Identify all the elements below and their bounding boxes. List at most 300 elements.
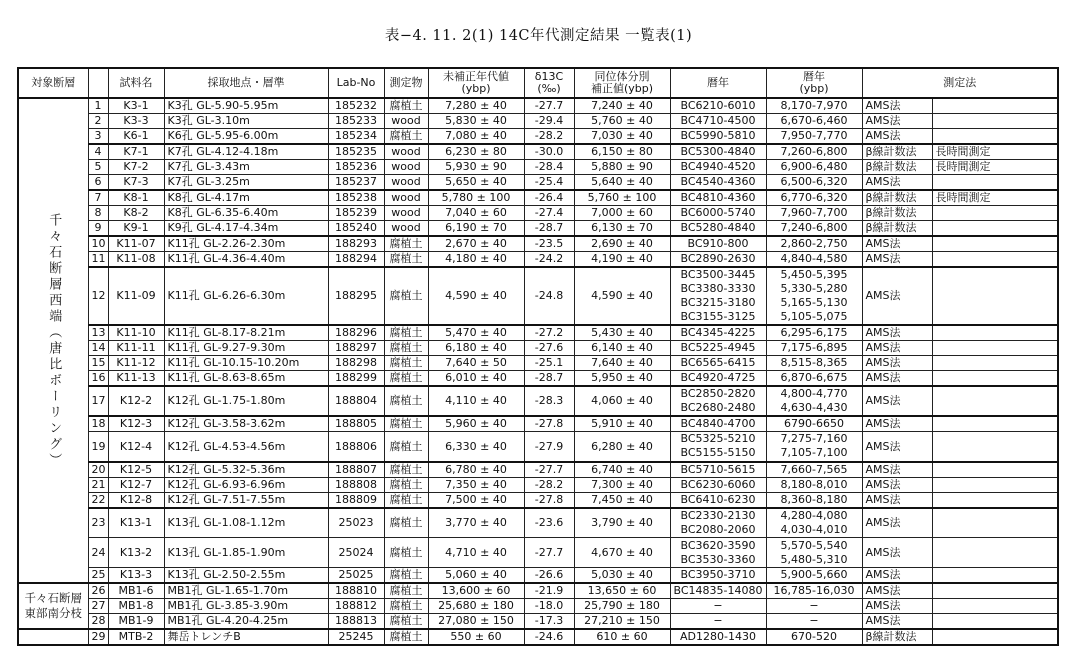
- header-uncorrected-age: 未補正年代値 (ybp): [428, 68, 524, 98]
- calendar-age: [670, 267, 766, 325]
- lab-number: 188804: [328, 386, 384, 416]
- calendar-ybp: [766, 252, 862, 268]
- material: wood: [384, 114, 428, 129]
- material: 腐植土: [384, 356, 428, 371]
- delta13c-value: -21.9: [524, 583, 574, 599]
- corrected-age: 5,910 ± 40: [574, 416, 670, 432]
- calendar-age-line: −: [713, 599, 723, 612]
- calendar-ybp: [766, 341, 862, 356]
- sample-location: K12孔 GL-6.93-6.96m: [164, 477, 328, 492]
- table-row: [18, 599, 1058, 614]
- material: 腐植土: [384, 568, 428, 584]
- calendar-ybp-line: 5,570-5,540: [780, 538, 848, 552]
- calendar-age-line: BC2680-2480: [680, 401, 756, 414]
- calendar-ybp-line: 4,840-4,580: [780, 252, 848, 265]
- calendar-ybp: [766, 221, 862, 237]
- calendar-age: [670, 568, 766, 584]
- uncorrected-age: 5,650 ± 40: [428, 175, 524, 191]
- sample-name: K12-8: [108, 492, 164, 508]
- sample-name: MB1-6: [108, 583, 164, 599]
- sample-location: K12孔 GL-3.58-3.62m: [164, 416, 328, 432]
- corrected-age: 6,130 ± 70: [574, 221, 670, 237]
- row-number: 26: [88, 583, 108, 599]
- row-number: 8: [88, 206, 108, 221]
- uncorrected-age: 5,470 ± 40: [428, 325, 524, 341]
- lab-number: 185239: [328, 206, 384, 221]
- delta13c-value: -27.2: [524, 325, 574, 341]
- calendar-age-line: BC2080-2060: [680, 522, 756, 536]
- sample-location: K11孔 GL-6.26-6.30m: [164, 267, 328, 325]
- sample-name: K13-2: [108, 538, 164, 568]
- calendar-ybp: [766, 462, 862, 478]
- measurement-method: AMS法: [862, 267, 932, 325]
- measurement-method: β線計数法: [862, 190, 932, 206]
- calendar-age-line: BC5300-4840: [680, 145, 756, 158]
- header-location: 採取地点・層準: [164, 68, 328, 98]
- measurement-method: AMS法: [862, 538, 932, 568]
- material: 腐植土: [384, 236, 428, 252]
- calendar-age: [670, 432, 766, 462]
- lab-number: 188808: [328, 477, 384, 492]
- measurement-method: β線計数法: [862, 160, 932, 175]
- calendar-ybp: [766, 416, 862, 432]
- uncorrected-age: 5,780 ± 100: [428, 190, 524, 206]
- uncorrected-age: 5,960 ± 40: [428, 416, 524, 432]
- calendar-ybp: [766, 236, 862, 252]
- header-calendar: 暦年: [670, 68, 766, 98]
- calendar-age-line: BC2330-2130: [680, 508, 756, 522]
- measurement-method: AMS法: [862, 614, 932, 630]
- sample-location: K11孔 GL-8.63-8.65m: [164, 371, 328, 387]
- row-number: 21: [88, 477, 108, 492]
- sample-location: K9孔 GL-4.17-4.34m: [164, 221, 328, 237]
- header-sample-name: 試料名: [108, 68, 164, 98]
- calendar-age: [670, 492, 766, 508]
- uncorrected-age: 25,680 ± 180: [428, 599, 524, 614]
- delta13c-value: -25.1: [524, 356, 574, 371]
- header-calendar-ybp: 暦年 (ybp): [766, 68, 862, 98]
- delta13c-value: -28.7: [524, 371, 574, 387]
- calendar-age-line: BC5990-5810: [680, 129, 756, 142]
- calendar-age: [670, 462, 766, 478]
- calendar-ybp: [766, 206, 862, 221]
- row-number: 11: [88, 252, 108, 268]
- material: 腐植土: [384, 599, 428, 614]
- calendar-ybp: [766, 175, 862, 191]
- material: 腐植土: [384, 629, 428, 645]
- calendar-ybp: [766, 356, 862, 371]
- sample-name: MB1-9: [108, 614, 164, 630]
- uncorrected-age: 7,280 ± 40: [428, 98, 524, 114]
- measurement-method: AMS法: [862, 98, 932, 114]
- delta13c-value: -27.8: [524, 492, 574, 508]
- measurement-method: β線計数法: [862, 206, 932, 221]
- measurement-note: [932, 129, 1058, 145]
- measurement-method: AMS法: [862, 129, 932, 145]
- row-number: 3: [88, 129, 108, 145]
- uncorrected-age: 7,350 ± 40: [428, 477, 524, 492]
- calendar-age: [670, 190, 766, 206]
- uncorrected-age: 5,060 ± 40: [428, 568, 524, 584]
- row-number: 6: [88, 175, 108, 191]
- calendar-ybp-line: 8,180-8,010: [780, 477, 848, 491]
- measurement-method: AMS法: [862, 477, 932, 492]
- calendar-ybp: [766, 599, 862, 614]
- sample-name: K9-1: [108, 221, 164, 237]
- lab-number: 188809: [328, 492, 384, 508]
- calendar-age: [670, 477, 766, 492]
- header-target-fault: 対象断層: [18, 68, 88, 98]
- delta13c-value: -27.7: [524, 98, 574, 114]
- material: 腐植土: [384, 508, 428, 538]
- table-row: [18, 371, 1058, 387]
- lab-number: 188813: [328, 614, 384, 630]
- corrected-age: 7,030 ± 40: [574, 129, 670, 145]
- measurement-method: AMS法: [862, 432, 932, 462]
- uncorrected-age: 4,180 ± 40: [428, 252, 524, 268]
- calendar-age-line: BC5710-5615: [680, 462, 756, 476]
- row-number: 23: [88, 508, 108, 538]
- calendar-age: [670, 583, 766, 599]
- measurement-method: AMS法: [862, 252, 932, 268]
- lab-number: 185240: [328, 221, 384, 237]
- sample-name: MTB-2: [108, 629, 164, 645]
- radiocarbon-results-table: [17, 67, 1059, 646]
- delta13c-value: -17.3: [524, 614, 574, 630]
- sample-name: K3-3: [108, 114, 164, 129]
- delta13c-value: -27.4: [524, 206, 574, 221]
- uncorrected-age: 6,190 ± 70: [428, 221, 524, 237]
- lab-number: 25025: [328, 568, 384, 584]
- uncorrected-age: 7,640 ± 50: [428, 356, 524, 371]
- calendar-ybp-line: 7,660-7,565: [780, 462, 848, 476]
- lab-number: 25024: [328, 538, 384, 568]
- measurement-note: [932, 356, 1058, 371]
- calendar-ybp-line: 6,900-6,480: [780, 160, 848, 173]
- sample-name: MB1-8: [108, 599, 164, 614]
- row-number: 14: [88, 341, 108, 356]
- lab-number: 188299: [328, 371, 384, 387]
- table-row: [18, 583, 1058, 599]
- calendar-age: [670, 114, 766, 129]
- uncorrected-age: 6,230 ± 80: [428, 144, 524, 160]
- calendar-age-line: BC3950-3710: [680, 568, 756, 581]
- row-number: 20: [88, 462, 108, 478]
- measurement-method: AMS法: [862, 386, 932, 416]
- measurement-note: [932, 252, 1058, 268]
- lab-number: 185234: [328, 129, 384, 145]
- delta13c-value: -28.2: [524, 477, 574, 492]
- table-row: [18, 492, 1058, 508]
- sample-location: K13孔 GL-1.08-1.12m: [164, 508, 328, 538]
- sample-location: K12孔 GL-1.75-1.80m: [164, 386, 328, 416]
- material: 腐植土: [384, 614, 428, 630]
- calendar-age-line: BC6565-6415: [680, 356, 756, 369]
- sample-location: K12孔 GL-7.51-7.55m: [164, 492, 328, 508]
- delta13c-value: -28.4: [524, 160, 574, 175]
- calendar-age-line: BC6410-6230: [680, 492, 756, 506]
- row-number: 16: [88, 371, 108, 387]
- lab-number: 188810: [328, 583, 384, 599]
- material: 腐植土: [384, 432, 428, 462]
- calendar-ybp-line: 8,360-8,180: [780, 492, 848, 506]
- measurement-note: [932, 614, 1058, 630]
- sample-location: K3孔 GL-3.10m: [164, 114, 328, 129]
- calendar-age-line: BC3530-3360: [680, 552, 756, 566]
- material: wood: [384, 144, 428, 160]
- measurement-method: AMS法: [862, 114, 932, 129]
- material: 腐植土: [384, 462, 428, 478]
- sample-location: K8孔 GL-6.35-6.40m: [164, 206, 328, 221]
- measurement-note: [932, 206, 1058, 221]
- sample-location: K3孔 GL-5.90-5.95m: [164, 98, 328, 114]
- measurement-note: [932, 538, 1058, 568]
- delta13c-value: -27.8: [524, 416, 574, 432]
- calendar-ybp-line: 5,105-5,075: [780, 310, 848, 323]
- calendar-age-line: BC2850-2820: [680, 387, 756, 400]
- row-number: 22: [88, 492, 108, 508]
- row-number: 7: [88, 190, 108, 206]
- delta13c-value: -29.4: [524, 114, 574, 129]
- material: wood: [384, 160, 428, 175]
- material: 腐植土: [384, 492, 428, 508]
- calendar-age-line: BC4940-4520: [680, 160, 756, 173]
- uncorrected-age: 4,710 ± 40: [428, 538, 524, 568]
- measurement-method: AMS法: [862, 416, 932, 432]
- header-no: [88, 68, 108, 98]
- calendar-age: [670, 629, 766, 645]
- calendar-age: [670, 160, 766, 175]
- measurement-note: [932, 568, 1058, 584]
- calendar-ybp-line: 6790-6650: [784, 417, 844, 430]
- corrected-age: 7,000 ± 60: [574, 206, 670, 221]
- calendar-ybp-line: 7,275-7,160: [780, 432, 848, 446]
- measurement-method: AMS法: [862, 371, 932, 387]
- uncorrected-age: 13,600 ± 60: [428, 583, 524, 599]
- calendar-age: [670, 236, 766, 252]
- lab-number: 185238: [328, 190, 384, 206]
- material: wood: [384, 175, 428, 191]
- material: wood: [384, 190, 428, 206]
- row-number: 12: [88, 267, 108, 325]
- sample-name: K11-11: [108, 341, 164, 356]
- header-delta13c: δ13C (‰): [524, 68, 574, 98]
- row-number: 13: [88, 325, 108, 341]
- calendar-age-line: BC14835-14080: [673, 584, 763, 597]
- sample-location: K12孔 GL-4.53-4.56m: [164, 432, 328, 462]
- table-row: [18, 538, 1058, 568]
- calendar-age: [670, 356, 766, 371]
- material: 腐植土: [384, 386, 428, 416]
- material: 腐植土: [384, 267, 428, 325]
- table-row: [18, 432, 1058, 462]
- calendar-ybp-line: 4,030-4,010: [780, 522, 848, 536]
- calendar-age: [670, 538, 766, 568]
- row-number: 4: [88, 144, 108, 160]
- fault-group-label: 千々石断層西端（唐比ボーリング）: [18, 98, 88, 583]
- lab-number: 188298: [328, 356, 384, 371]
- calendar-age: [670, 175, 766, 191]
- delta13c-value: -25.4: [524, 175, 574, 191]
- corrected-age: 5,760 ± 40: [574, 114, 670, 129]
- calendar-ybp-line: 2,860-2,750: [780, 237, 848, 250]
- table-row: [18, 252, 1058, 268]
- table-row: [18, 462, 1058, 478]
- table-row: [18, 341, 1058, 356]
- calendar-ybp-line: 7,175-6,895: [780, 341, 848, 354]
- row-number: 5: [88, 160, 108, 175]
- measurement-note: [932, 508, 1058, 538]
- sample-name: K7-2: [108, 160, 164, 175]
- corrected-age: 610 ± 60: [574, 629, 670, 645]
- table-row: [18, 236, 1058, 252]
- calendar-age: [670, 599, 766, 614]
- table-row: [18, 477, 1058, 492]
- row-number: 2: [88, 114, 108, 129]
- calendar-ybp: [766, 190, 862, 206]
- measurement-note: [932, 599, 1058, 614]
- sample-name: K12-3: [108, 416, 164, 432]
- material: 腐植土: [384, 538, 428, 568]
- material: 腐植土: [384, 416, 428, 432]
- table-row: [18, 160, 1058, 175]
- lab-number: 25245: [328, 629, 384, 645]
- uncorrected-age: 6,330 ± 40: [428, 432, 524, 462]
- measurement-note: [932, 221, 1058, 237]
- calendar-ybp: [766, 386, 862, 416]
- lab-number: 188805: [328, 416, 384, 432]
- row-number: 17: [88, 386, 108, 416]
- uncorrected-age: 4,110 ± 40: [428, 386, 524, 416]
- calendar-age: [670, 144, 766, 160]
- calendar-ybp: [766, 144, 862, 160]
- delta13c-value: -24.8: [524, 267, 574, 325]
- sample-name: K7-3: [108, 175, 164, 191]
- material: 腐植土: [384, 98, 428, 114]
- fault-group-label: [18, 629, 88, 645]
- calendar-ybp-line: 670-520: [791, 630, 837, 643]
- uncorrected-age: 7,040 ± 60: [428, 206, 524, 221]
- calendar-age: [670, 341, 766, 356]
- uncorrected-age: 7,080 ± 40: [428, 129, 524, 145]
- calendar-ybp: [766, 160, 862, 175]
- measurement-note: [932, 98, 1058, 114]
- sample-location: K13孔 GL-2.50-2.55m: [164, 568, 328, 584]
- calendar-ybp-line: 16,785-16,030: [773, 584, 855, 597]
- measurement-note: [932, 416, 1058, 432]
- measurement-method: AMS法: [862, 508, 932, 538]
- lab-number: 188294: [328, 252, 384, 268]
- delta13c-value: -18.0: [524, 599, 574, 614]
- material: 腐植土: [384, 371, 428, 387]
- delta13c-value: -27.7: [524, 538, 574, 568]
- calendar-age: [670, 416, 766, 432]
- corrected-age: 5,030 ± 40: [574, 568, 670, 584]
- material: 腐植土: [384, 583, 428, 599]
- calendar-age-line: BC4810-4360: [680, 191, 756, 204]
- sample-name: K7-1: [108, 144, 164, 160]
- calendar-age: [670, 129, 766, 145]
- delta13c-value: -24.6: [524, 629, 574, 645]
- calendar-ybp-line: 4,280-4,080: [780, 508, 848, 522]
- calendar-ybp: [766, 129, 862, 145]
- corrected-age: 7,450 ± 40: [574, 492, 670, 508]
- calendar-ybp: [766, 492, 862, 508]
- measurement-note: [932, 175, 1058, 191]
- sample-location: K11孔 GL-10.15-10.20m: [164, 356, 328, 371]
- sample-name: K11-10: [108, 325, 164, 341]
- calendar-age: [670, 386, 766, 416]
- calendar-age: [670, 252, 766, 268]
- delta13c-value: -23.6: [524, 508, 574, 538]
- calendar-ybp: [766, 114, 862, 129]
- sample-location: K7孔 GL-3.43m: [164, 160, 328, 175]
- sample-location: K11孔 GL-4.36-4.40m: [164, 252, 328, 268]
- corrected-age: 6,140 ± 40: [574, 341, 670, 356]
- row-number: 9: [88, 221, 108, 237]
- lab-number: 185233: [328, 114, 384, 129]
- lab-number: 188295: [328, 267, 384, 325]
- table-row: [18, 144, 1058, 160]
- corrected-age: 4,190 ± 40: [574, 252, 670, 268]
- table-row: [18, 614, 1058, 630]
- lab-number: 185235: [328, 144, 384, 160]
- calendar-ybp-line: 6,770-6,320: [780, 191, 848, 204]
- calendar-ybp: [766, 508, 862, 538]
- table-row: [18, 325, 1058, 341]
- calendar-ybp-line: 4,800-4,770: [780, 387, 848, 400]
- sample-name: K11-09: [108, 267, 164, 325]
- calendar-ybp-line: 5,900-5,660: [780, 568, 848, 581]
- corrected-age: 13,650 ± 60: [574, 583, 670, 599]
- calendar-age: [670, 98, 766, 114]
- calendar-age-line: BC6230-6060: [680, 477, 756, 491]
- table-row: [18, 356, 1058, 371]
- corrected-age: 7,300 ± 40: [574, 477, 670, 492]
- calendar-age-line: BC2890-2630: [680, 252, 756, 265]
- calendar-ybp: [766, 325, 862, 341]
- measurement-note: [932, 583, 1058, 599]
- row-number: 18: [88, 416, 108, 432]
- lab-number: 188293: [328, 236, 384, 252]
- row-number: 19: [88, 432, 108, 462]
- calendar-ybp: [766, 614, 862, 630]
- sample-location: K7孔 GL-3.25m: [164, 175, 328, 191]
- measurement-note: 長時間測定: [932, 160, 1058, 175]
- table-row: [18, 98, 1058, 114]
- calendar-age-line: −: [713, 614, 723, 627]
- delta13c-value: -28.7: [524, 221, 574, 237]
- calendar-ybp: [766, 267, 862, 325]
- table-row: [18, 114, 1058, 129]
- sample-name: K8-1: [108, 190, 164, 206]
- calendar-age: [670, 508, 766, 538]
- lab-number: 188807: [328, 462, 384, 478]
- sample-location: K13孔 GL-1.85-1.90m: [164, 538, 328, 568]
- sample-name: K13-1: [108, 508, 164, 538]
- calendar-ybp-line: 6,870-6,675: [780, 371, 848, 384]
- calendar-ybp-line: 5,450-5,395: [780, 268, 848, 281]
- corrected-age: 5,760 ± 100: [574, 190, 670, 206]
- sample-location: K6孔 GL-5.95-6.00m: [164, 129, 328, 145]
- sample-name: K11-12: [108, 356, 164, 371]
- uncorrected-age: 5,930 ± 90: [428, 160, 524, 175]
- measurement-method: β線計数法: [862, 629, 932, 645]
- table-row: [18, 267, 1058, 325]
- calendar-age-line: BC3500-3445: [680, 268, 756, 281]
- table-row: [18, 508, 1058, 538]
- uncorrected-age: 5,830 ± 40: [428, 114, 524, 129]
